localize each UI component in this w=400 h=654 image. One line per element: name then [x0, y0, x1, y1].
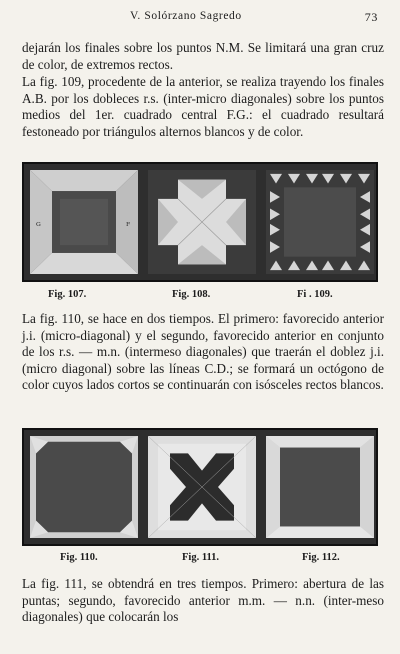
caption-fig-110: Fig. 110.: [60, 552, 98, 563]
caption-fig-112: Fig. 112.: [302, 552, 340, 563]
figure-110-illustration: [30, 436, 138, 538]
figure-row-bottom: [22, 428, 378, 546]
figure-107-illustration: [30, 170, 138, 274]
figure-112-illustration: [266, 436, 374, 538]
figure-captions-bottom: [22, 552, 378, 566]
page-number: 73: [364, 10, 378, 24]
figure-captions-top: [22, 289, 378, 303]
figure-108-illustration: [148, 170, 256, 274]
caption-fig-109: Fi . 109.: [297, 289, 333, 300]
paragraph-2: La fig. 109, procedente de la anterior, se realiza trayendo los finales A.B. por los dobleces r.s. (inter-micro diagonales) sobre los puntos medios del 1er. cuadrado central F.G.: el cuadrado resultará festoneado por triángulos alternos blancos y de color.: [22, 74, 384, 139]
paragraph-1: dejarán los finales sobre los puntos N.M. Se limitará una gran cruz de color, de extremos rectos.: [22, 40, 384, 72]
caption-fig-107: Fig. 107.: [48, 289, 87, 300]
svg-text:G: G: [36, 221, 41, 228]
figure-row-top: [22, 162, 378, 282]
svg-text:F: F: [126, 221, 131, 228]
page-header: [0, 8, 400, 28]
running-title: V. Solórzano Sagredo: [130, 10, 242, 22]
paragraph-4: La fig. 111, se obtendrá en tres tiempos. Primero: abertura de las puntas; segundo, favorecido anterior m.m. — n.n. (inter-meso diagonales) que colocarán los: [22, 576, 384, 625]
caption-fig-111: Fig. 111.: [182, 552, 220, 563]
paragraph-3: La fig. 110, se hace en dos tiempos. El primero: favorecido anterior j.i. (micro-diagonal) y el segundo, favorecido anterior en conjunto de los r.s. — m.n. (intermeso diagonales) que traerán el doblez j.i. (micro diagonal) sobre las líneas C.D.; se formará un octógono de color cuyos lados cortos se continuarán con isósceles rectos blancos.: [22, 311, 384, 393]
figure-111-illustration: [148, 436, 256, 538]
caption-fig-108: Fig. 108.: [172, 289, 211, 300]
figure-109-illustration: [266, 170, 374, 274]
